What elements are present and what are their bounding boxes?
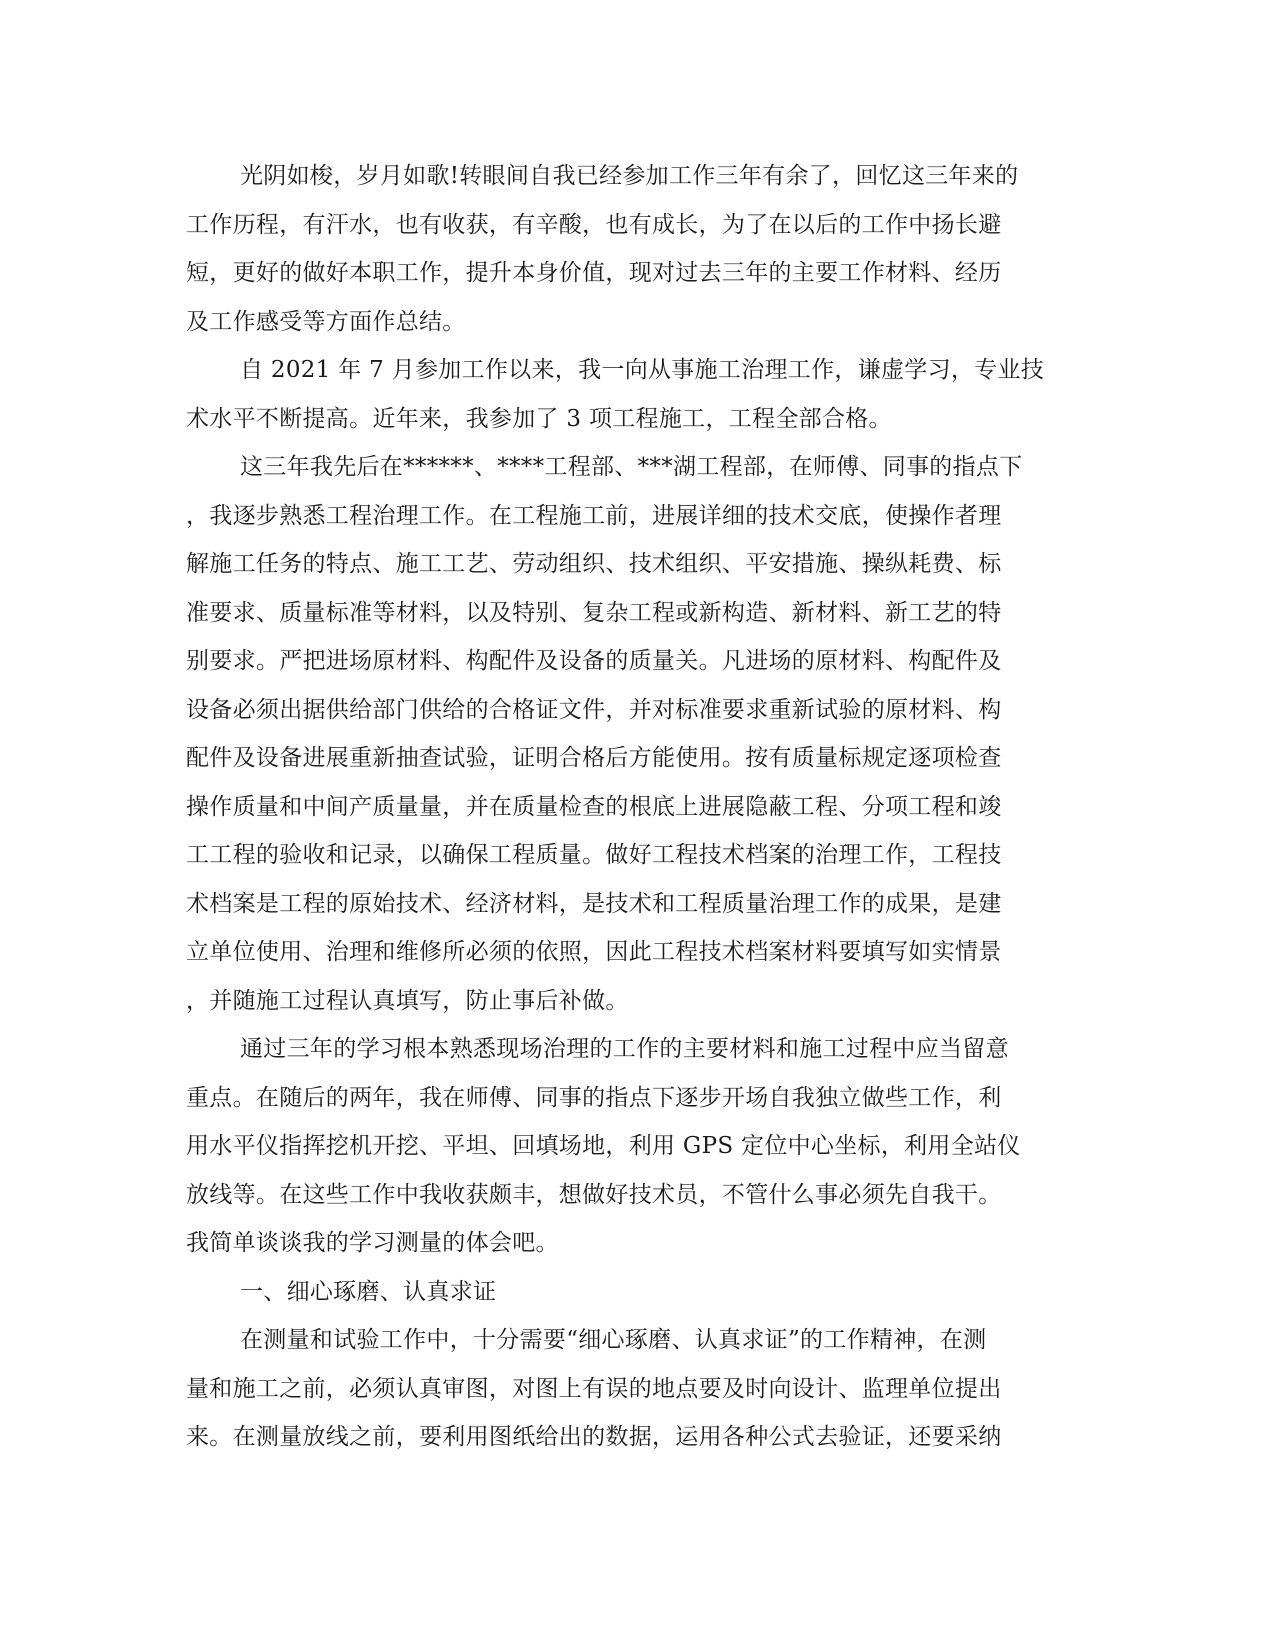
text-line: 术档案是工程的原始技术、经济材料，是技术和工程质量治理工作的成果，是建 bbox=[186, 890, 1002, 917]
text-line: 操作质量和中间产质量量，并在质量检查的根底上进展隐蔽工程、分项工程和竣 bbox=[186, 793, 1002, 820]
text-line: 配件及设备进展重新抽查试验，证明合格后方能使用。按有质量标规定逐项检查 bbox=[186, 745, 1002, 771]
text-line: 设备必须出据供给部门供给的合格证文件，并对标准要求重新试验的原材料、构 bbox=[186, 696, 1002, 723]
text-line: 立单位使用、治理和维修所必须的依照，因此工程技术档案材料要填写如实情景 bbox=[186, 939, 1002, 965]
text-line: 工作历程，有汗水，也有收获，有辛酸，也有成长，为了在以后的工作中扬长避 bbox=[186, 211, 1002, 238]
text-line: ，我逐步熟悉工程治理工作。在工程施工前，进展详细的技术交底，使操作者理 bbox=[186, 502, 1002, 529]
paragraph-survey bbox=[186, 1316, 1066, 1462]
paragraph-project-management bbox=[186, 443, 1066, 1025]
text-line: 来。在测量放线之前，要利用图纸给出的数据，运用各种公式去验证，还要采纳 bbox=[186, 1424, 1002, 1450]
text-line: 用水平仪指挥挖机开挖、平坦、回填场地，利用 GPS 定位中心坐标，利用全站仪 bbox=[186, 1133, 1021, 1159]
text-line: 我简单谈谈我的学习测量的体会吧。 bbox=[186, 1230, 559, 1256]
text-line: 量和施工之前，必须认真审图，对图上有误的地点要及时向设计、监理单位提出 bbox=[186, 1375, 1002, 1402]
text-line: 及工作感受等方面作总结。 bbox=[186, 308, 466, 335]
text-line: 在测量和试验工作中，十分需要“细心琢磨、认真求证”的工作精神，在测 bbox=[240, 1327, 987, 1353]
text-line: 解施工任务的特点、施工工艺、劳动组织、技术组织、平安措施、操纵耗费、标 bbox=[186, 551, 1002, 577]
text-line: 重点。在随后的两年，我在师傅、同事的指点下逐步开场自我独立做些工作，利 bbox=[186, 1084, 1002, 1111]
paragraph-learning bbox=[186, 1025, 1066, 1268]
text-line: ，并随施工过程认真填写，防止事后补做。 bbox=[186, 987, 629, 1014]
document-body bbox=[186, 152, 1066, 1462]
text-line: 短，更好的做好本职工作，提升本身价值，现对过去三年的主要工作材料、经历 bbox=[186, 260, 1002, 286]
text-line: 光阴如梭，岁月如歌!转眼间自我已经参加工作三年有余了，回忆这三年来的 bbox=[240, 163, 1019, 189]
section-title: 一、细心琢磨、认真求证 bbox=[240, 1278, 497, 1305]
text-line: 这三年我先后在******、****工程部、***湖工程部，在师傅、同事的指点下 bbox=[240, 454, 1023, 480]
text-line: 自 2021 年 7 月参加工作以来，我一向从事施工治理工作，谦虚学习，专业技 bbox=[240, 357, 1045, 383]
text-line: 术水平不断提高。近年来，我参加了 3 项工程施工，工程全部合格。 bbox=[186, 405, 892, 432]
paragraph-start-work bbox=[186, 346, 1066, 443]
text-line: 准要求、质量标准等材料，以及特别、复杂工程或新构造、新材料、新工艺的特 bbox=[186, 599, 1002, 626]
text-line: 放线等。在这些工作中我收获颇丰，想做好技术员，不管什么事必须先自我干。 bbox=[186, 1181, 1002, 1208]
paragraph-intro bbox=[186, 152, 1066, 346]
section-heading bbox=[186, 1268, 1066, 1317]
text-line: 工工程的验收和记录，以确保工程质量。做好工程技术档案的治理工作，工程技 bbox=[186, 842, 1002, 868]
text-line: 别要求。严把进场原材料、构配件及设备的质量关。凡进场的原材料、构配件及 bbox=[186, 648, 1002, 674]
text-line: 通过三年的学习根本熟悉现场治理的工作的主要材料和施工过程中应当留意 bbox=[240, 1036, 1009, 1062]
